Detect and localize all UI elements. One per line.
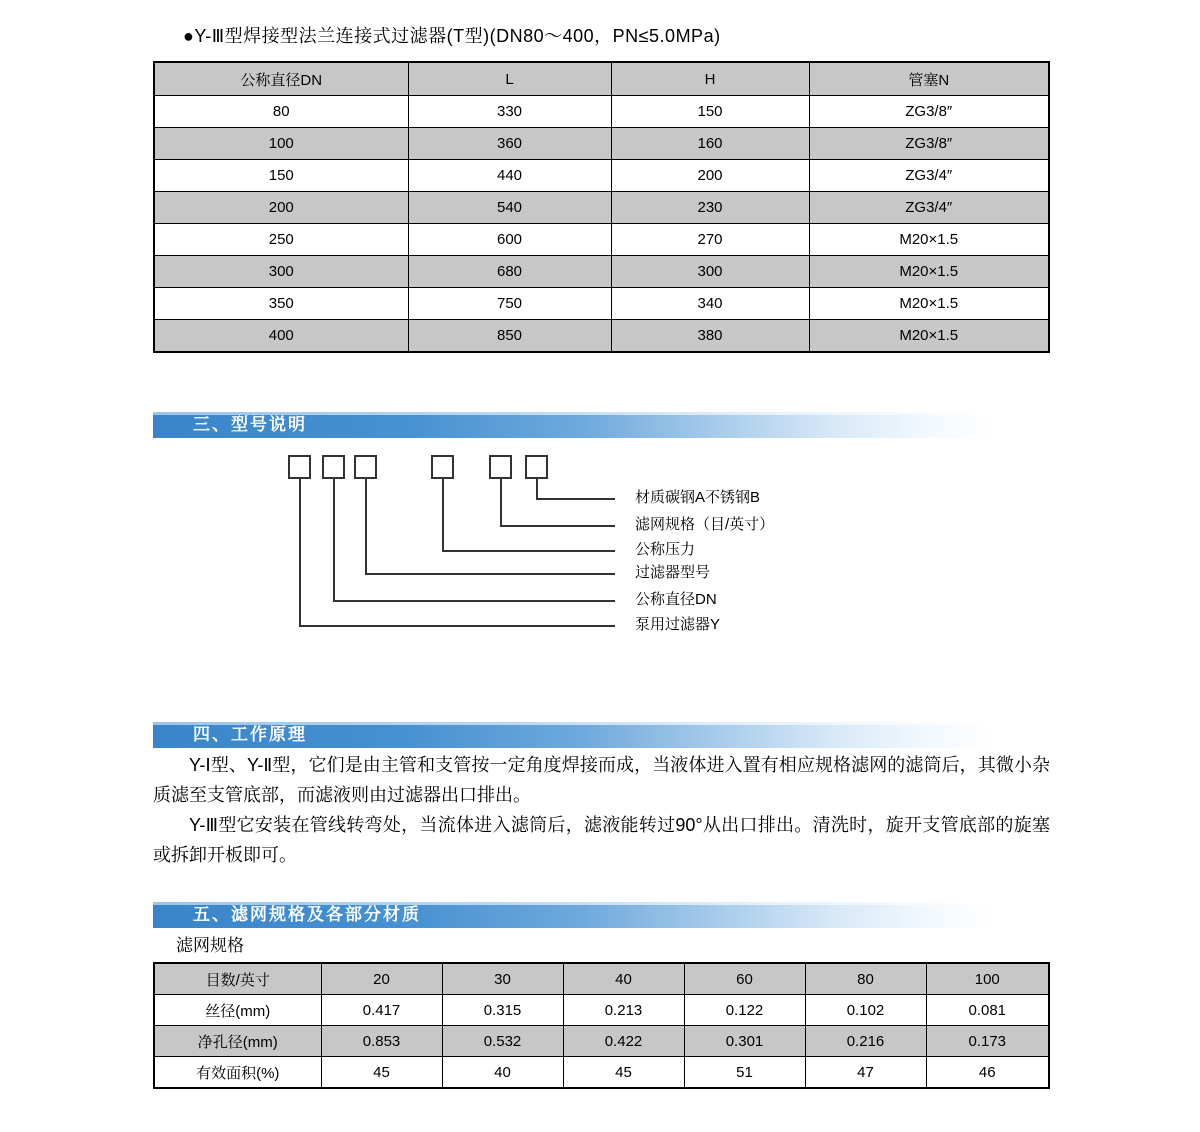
header-cell: 40	[563, 963, 684, 995]
mesh-table-body	[154, 963, 1049, 1088]
data-cell: 51	[684, 1057, 805, 1089]
data-cell: 80	[154, 96, 408, 128]
section-heading-text: 五、滤网规格及各部分材质	[193, 905, 421, 924]
section-heading-text: 四、工作原理	[193, 725, 307, 744]
data-cell: 850	[408, 320, 611, 353]
mesh-spec-label: 滤网规格	[176, 936, 244, 955]
section-heading-model-description	[153, 412, 1048, 438]
data-cell: 0.102	[805, 995, 926, 1026]
model-code-box	[431, 455, 454, 479]
data-cell: 750	[408, 288, 611, 320]
data-cell: 150	[154, 160, 408, 192]
header-cell: 目数/英寸	[154, 963, 321, 995]
data-cell: 0.216	[805, 1026, 926, 1057]
data-cell: 360	[408, 128, 611, 160]
data-cell: 250	[154, 224, 408, 256]
dimension-table-body	[154, 62, 1049, 352]
data-cell: M20×1.5	[809, 288, 1049, 320]
data-cell: 0.417	[321, 995, 442, 1026]
table-row	[154, 995, 1049, 1026]
page-title: ●Y-Ⅲ型焊接型法兰连接式过滤器(T型)(DN80～400，PN≤5.0MPa)	[183, 26, 721, 46]
data-cell: 净孔径(mm)	[154, 1026, 321, 1057]
diagram-label: 材质碳钢A不锈钢B	[635, 489, 761, 506]
data-cell: 45	[563, 1057, 684, 1089]
header-row	[154, 62, 1049, 96]
header-row	[154, 963, 1049, 995]
data-cell: 40	[442, 1057, 563, 1089]
data-cell: 0.853	[321, 1026, 442, 1057]
data-cell: ZG3/4″	[809, 160, 1049, 192]
table-row	[154, 288, 1049, 320]
data-cell: 0.081	[926, 995, 1049, 1026]
data-cell: 440	[408, 160, 611, 192]
data-cell: 350	[154, 288, 408, 320]
diagram-label: 过滤器型号	[635, 564, 711, 581]
model-code-box	[288, 455, 311, 479]
diagram-label: 滤网规格（目/英寸）	[635, 516, 775, 533]
data-cell: 300	[611, 256, 809, 288]
data-cell: 600	[408, 224, 611, 256]
diagram-label: 公称直径DN	[635, 591, 717, 608]
model-code-box	[525, 455, 548, 479]
data-cell: 46	[926, 1057, 1049, 1089]
table-row	[154, 96, 1049, 128]
model-code-box	[489, 455, 512, 479]
data-cell: 160	[611, 128, 809, 160]
data-cell: ZG3/4″	[809, 192, 1049, 224]
data-cell: 300	[154, 256, 408, 288]
model-code-box	[322, 455, 345, 479]
data-cell: 0.315	[442, 995, 563, 1026]
data-cell: 540	[408, 192, 611, 224]
table-row	[154, 320, 1049, 353]
table-row	[154, 128, 1049, 160]
data-cell: 400	[154, 320, 408, 353]
data-cell: 150	[611, 96, 809, 128]
data-cell: 380	[611, 320, 809, 353]
header-cell: H	[611, 62, 809, 96]
diagram-label: 泵用过滤器Y	[635, 616, 721, 633]
table-row	[154, 1026, 1049, 1057]
mesh-table	[153, 962, 1050, 1089]
data-cell: 丝径(mm)	[154, 995, 321, 1026]
table-row	[154, 160, 1049, 192]
section-heading-mesh-spec	[153, 902, 1048, 928]
data-cell: ZG3/8″	[809, 96, 1049, 128]
data-cell: 200	[611, 160, 809, 192]
data-cell: 330	[408, 96, 611, 128]
header-cell: 100	[926, 963, 1049, 995]
data-cell: 0.301	[684, 1026, 805, 1057]
header-cell: 30	[442, 963, 563, 995]
header-cell: 公称直径DN	[154, 62, 408, 96]
header-cell: 80	[805, 963, 926, 995]
header-cell: 管塞N	[809, 62, 1049, 96]
data-cell: 有效面积(%)	[154, 1057, 321, 1089]
data-cell: ZG3/8″	[809, 128, 1049, 160]
data-cell: 0.422	[563, 1026, 684, 1057]
section-heading-working-principle	[153, 722, 1048, 748]
table-row	[154, 1057, 1049, 1089]
header-cell: L	[408, 62, 611, 96]
data-cell: M20×1.5	[809, 320, 1049, 353]
data-cell: 270	[611, 224, 809, 256]
data-cell: M20×1.5	[809, 256, 1049, 288]
header-cell: 60	[684, 963, 805, 995]
data-cell: 47	[805, 1057, 926, 1089]
data-cell: 200	[154, 192, 408, 224]
table-row	[154, 192, 1049, 224]
data-cell: 0.122	[684, 995, 805, 1026]
model-code-box	[354, 455, 377, 479]
dimension-table	[153, 61, 1050, 353]
table-row	[154, 256, 1049, 288]
section-heading-text: 三、型号说明	[193, 415, 307, 434]
paragraph: Y-Ⅲ型它安装在管线转弯处，当流体进入滤筒后，滤液能转过90°从出口排出。清洗时，旋开支管底部的旋塞或拆卸开板即可。	[153, 815, 1050, 865]
data-cell: 100	[154, 128, 408, 160]
paragraph: Y-Ⅰ型、Y-Ⅱ型，它们是由主管和支管按一定角度焊接而成，当液体进入置有相应规格滤网的滤筒后，其微小杂质滤至支管底部，而滤液则由过滤器出口排出。	[153, 755, 1050, 805]
data-cell: 680	[408, 256, 611, 288]
data-cell: 0.213	[563, 995, 684, 1026]
data-cell: 230	[611, 192, 809, 224]
header-cell: 20	[321, 963, 442, 995]
working-principle-text	[153, 750, 1050, 870]
data-cell: M20×1.5	[809, 224, 1049, 256]
table-row	[154, 224, 1049, 256]
data-cell: 0.173	[926, 1026, 1049, 1057]
data-cell: 0.532	[442, 1026, 563, 1057]
connector-line	[299, 478, 615, 627]
data-cell: 45	[321, 1057, 442, 1089]
diagram-label: 公称压力	[635, 541, 696, 558]
data-cell: 340	[611, 288, 809, 320]
